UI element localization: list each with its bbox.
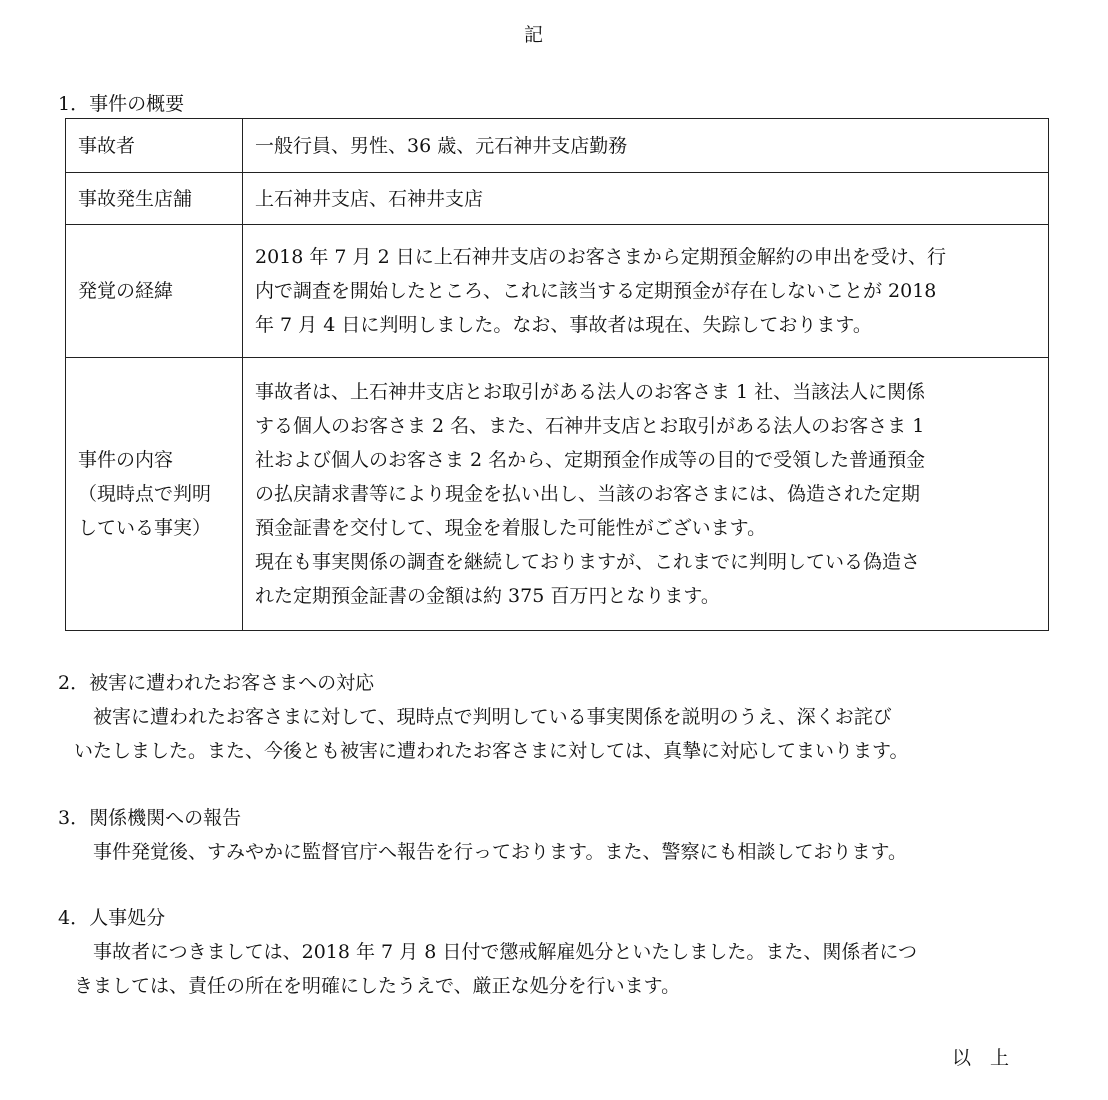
table-row xyxy=(66,225,1049,358)
row-label xyxy=(66,358,243,631)
paragraph-line: きましては、責任の所在を明確にしたうえで、厳正な処分を行います。 xyxy=(74,975,681,997)
document-title: 記 xyxy=(524,24,544,46)
value-line: 内で調査を開始したところ、これに該当する定期預金が存在しないことが 2018 xyxy=(255,280,937,302)
paragraph-line: 被害に遭われたお客さまに対して、現時点で判明している事実関係を説明のうえ、深くお詫び xyxy=(74,706,892,728)
label-line: 事件の内容 xyxy=(78,449,174,471)
section-3 xyxy=(58,801,907,869)
paragraph-line: いたしました。また、今後とも被害に遭われたお客さまに対しては、真摯に対応してまいります。 xyxy=(74,740,909,762)
value-line: 預金証書を交付して、現金を着服した可能性がございます。 xyxy=(255,517,767,539)
section-2-heading: 2．被害に遭われたお客さまへの対応 xyxy=(58,672,375,694)
section-3-heading: 3．関係機関への報告 xyxy=(58,807,242,829)
value-line: 事故者は、上石神井支店とお取引がある法人のお客さま 1 社、当該法人に関係 xyxy=(255,381,926,403)
value-line: 現在も事実関係の調査を継続しておりますが、これまでに判明している偽造さ xyxy=(255,551,921,573)
value-line: 一般行員、男性、36 歳、元石神井支店勤務 xyxy=(255,134,628,157)
closing-text: 以 上 xyxy=(952,1047,1010,1069)
label-line: 事故発生店舗 xyxy=(78,187,193,210)
value-line: 社および個人のお客さま 2 名から、定期預金作成等の目的で受領した普通預金 xyxy=(255,449,926,471)
row-value xyxy=(243,225,1049,358)
value-line: 年 7 月 4 日に判明しました。なお、事故者は現在、失踪しております。 xyxy=(255,314,872,336)
row-label xyxy=(66,173,243,225)
label-line: している事実） xyxy=(78,517,212,539)
value-line: れた定期預金証書の金額は約 375 百万円となります。 xyxy=(255,585,720,607)
section-2 xyxy=(58,666,908,768)
incident-summary-table xyxy=(65,118,1049,631)
row-value xyxy=(243,119,1049,173)
section-4 xyxy=(58,901,917,1003)
row-value xyxy=(243,358,1049,631)
paragraph-line: 事故者につきましては、2018 年 7 月 8 日付で懲戒解雇処分といたしました。また、関係者につ xyxy=(74,941,917,963)
label-line: 発覚の経緯 xyxy=(78,280,174,302)
table-row xyxy=(66,119,1049,173)
value-line: の払戻請求書等により現金を払い出し、当該のお客さまには、偽造された定期 xyxy=(255,483,921,505)
value-line: 2018 年 7 月 2 日に上石神井支店のお客さまから定期預金解約の申出を受け、行 xyxy=(255,246,946,268)
section-4-heading: 4．人事処分 xyxy=(58,907,166,929)
value-line: する個人のお客さま 2 名、また、石神井支店とお取引がある法人のお客さま 1 xyxy=(255,415,925,437)
section-1-heading: 1．事件の概要 xyxy=(58,93,185,115)
value-line: 上石神井支店、石神井支店 xyxy=(255,187,484,210)
table-row xyxy=(66,173,1049,225)
label-line: 事故者 xyxy=(78,134,136,157)
row-label xyxy=(66,225,243,358)
table-row xyxy=(66,358,1049,631)
paragraph-line: 事件発覚後、すみやかに監督官庁へ報告を行っております。また、警察にも相談しております。 xyxy=(74,841,907,863)
label-line: （現時点で判明 xyxy=(78,483,212,505)
row-label xyxy=(66,119,243,173)
row-value xyxy=(243,173,1049,225)
